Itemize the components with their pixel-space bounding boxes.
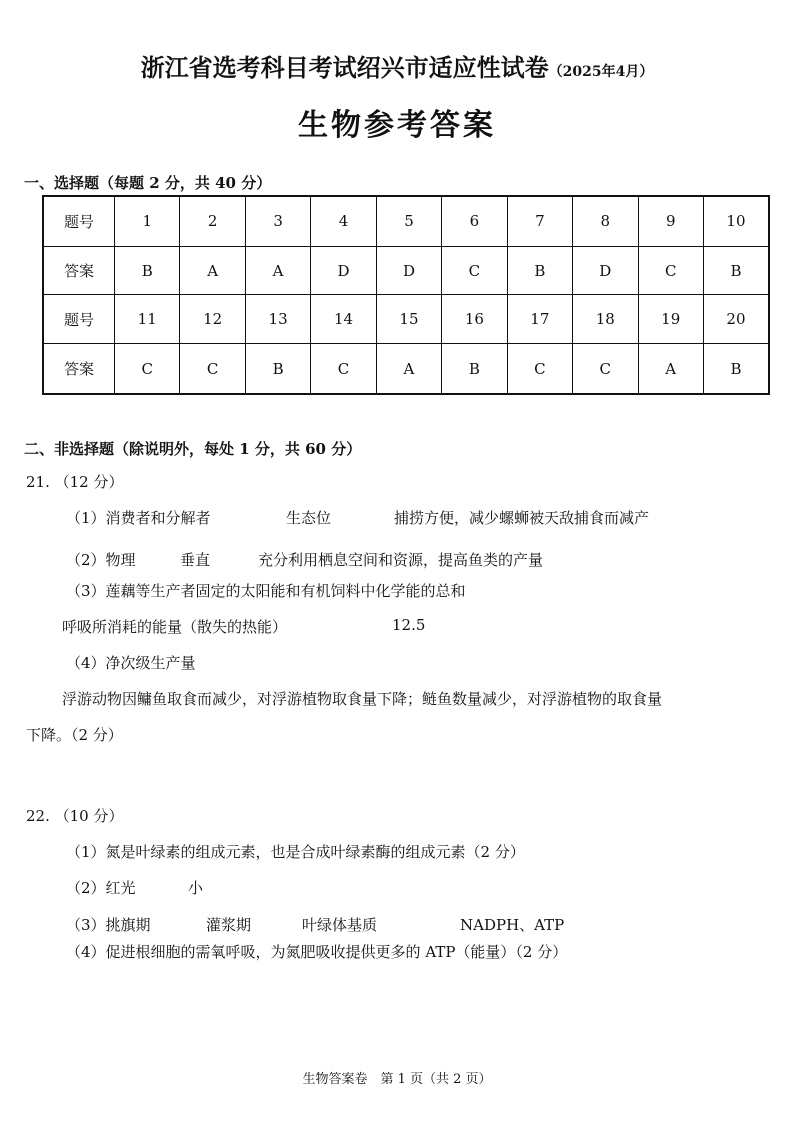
- q21-a3-line1: （3）莲藕等生产者固定的太阳能和有机饲料中化学能的总和: [66, 582, 466, 600]
- q22-number: 22. （10 分）: [26, 807, 124, 825]
- q21-a3-line2-part2: 12.5: [392, 616, 426, 634]
- section2-heading: 二、非选择题（除说明外，每处 1 分，共 60 分）: [24, 440, 362, 458]
- table-cell: A: [376, 344, 441, 394]
- table-cell: 3: [245, 196, 310, 246]
- q21-a1-part2: 生态位: [286, 509, 332, 527]
- table-cell: 8: [573, 196, 638, 246]
- q21-a1-part3: 捕捞方便，减少螺蛳被天敌捕食而减产: [394, 509, 650, 527]
- q21-a2-part1: （2）物理: [66, 551, 136, 569]
- table-cell: A: [245, 246, 310, 295]
- table-row: [43, 295, 769, 344]
- table-row: [43, 246, 769, 295]
- table-cell: C: [311, 344, 376, 394]
- table-cell: 10: [703, 196, 769, 246]
- table-cell: 15: [376, 295, 441, 344]
- exam-title: [0, 48, 794, 83]
- table-cell: 9: [638, 196, 703, 246]
- table-cell: 7: [507, 196, 572, 246]
- table-cell: C: [573, 344, 638, 394]
- table-cell: B: [703, 246, 769, 295]
- table-cell: B: [507, 246, 572, 295]
- table-cell: B: [703, 344, 769, 394]
- q21-a4-para-line2: 下降。（2 分）: [26, 726, 123, 744]
- q22-a4: （4）促进根细胞的需氧呼吸，为氮肥吸收提供更多的 ATP（能量）（2 分）: [66, 943, 568, 961]
- page-footer: 生物答案卷 第 1 页（共 2 页）: [302, 1072, 492, 1087]
- table-cell: B: [245, 344, 310, 394]
- table-cell: A: [180, 246, 245, 295]
- q22-a3-part1: （3）挑旗期: [66, 916, 151, 934]
- exam-year: （2025年4月）: [548, 64, 654, 80]
- q21-a4-para-line1: 浮游动物因鳙鱼取食而减少，对浮游植物取食量下降；鲢鱼数量减少，对浮游植物的取食量: [62, 690, 663, 708]
- table-cell: 14: [311, 295, 376, 344]
- exam-title-text: 浙江省选考科目考试绍兴市适应性试卷: [140, 53, 549, 82]
- q21-number: 21. （12 分）: [26, 473, 124, 491]
- table-cell: C: [115, 344, 180, 394]
- table-cell: A: [638, 344, 703, 394]
- table-cell: C: [442, 246, 507, 295]
- table-cell: B: [442, 344, 507, 394]
- q22-a2-part1: （2）红光: [66, 879, 136, 897]
- row-label: 题号: [43, 295, 115, 344]
- page-subtitle: 生物参考答案: [298, 108, 496, 143]
- table-cell: 11: [115, 295, 180, 344]
- table-row: [43, 196, 769, 246]
- section1-heading: 一、选择题（每题 2 分，共 40 分）: [24, 174, 272, 192]
- table-cell: D: [311, 246, 376, 295]
- q21-a1-part1: （1）消费者和分解者: [66, 509, 211, 527]
- table-cell: C: [180, 344, 245, 394]
- row-label: 答案: [43, 344, 115, 394]
- answer-table: [42, 195, 770, 395]
- table-row: [43, 344, 769, 394]
- table-cell: 18: [573, 295, 638, 344]
- q21-a4: （4）净次级生产量: [66, 654, 196, 672]
- table-cell: D: [376, 246, 441, 295]
- table-cell: 5: [376, 196, 441, 246]
- table-cell: 13: [245, 295, 310, 344]
- row-label: 题号: [43, 196, 115, 246]
- table-cell: D: [573, 246, 638, 295]
- table-cell: C: [638, 246, 703, 295]
- table-cell: 1: [115, 196, 180, 246]
- table-cell: 17: [507, 295, 572, 344]
- q22-a3-part4: NADPH、ATP: [460, 916, 565, 934]
- row-label: 答案: [43, 246, 115, 295]
- table-cell: 19: [638, 295, 703, 344]
- table-cell: 6: [442, 196, 507, 246]
- q21-a2-part3: 充分利用栖息空间和资源，提高鱼类的产量: [258, 551, 544, 569]
- table-cell: 16: [442, 295, 507, 344]
- table-cell: B: [115, 246, 180, 295]
- q21-a2-part2: 垂直: [180, 551, 211, 569]
- table-cell: 4: [311, 196, 376, 246]
- table-cell: 20: [703, 295, 769, 344]
- q22-a3-part3: 叶绿体基质: [302, 916, 378, 934]
- table-cell: 12: [180, 295, 245, 344]
- table-cell: 2: [180, 196, 245, 246]
- q22-a2-part2: 小: [188, 879, 204, 897]
- q21-a3-line2-part1: 呼吸所消耗的能量（散失的热能）: [62, 618, 288, 636]
- q22-a3-part2: 灌浆期: [206, 916, 252, 934]
- table-cell: C: [507, 344, 572, 394]
- q22-a1: （1）氮是叶绿素的组成元素，也是合成叶绿素酶的组成元素（2 分）: [66, 843, 525, 861]
